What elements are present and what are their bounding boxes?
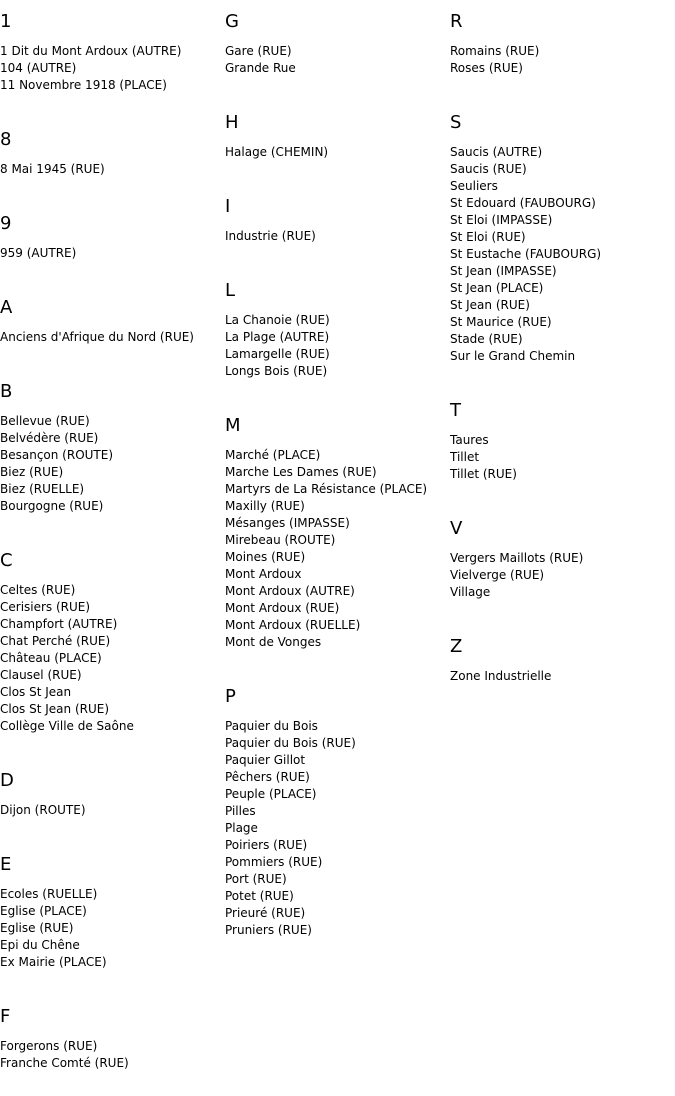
street-link[interactable]: La Plage (AUTRE) [225, 330, 330, 344]
street-link[interactable]: St Jean (RUE) [450, 298, 530, 312]
group-letter-heading: 8 [0, 129, 12, 150]
street-list [225, 312, 447, 380]
street-link[interactable]: Tillet [450, 450, 480, 464]
street-list [225, 43, 447, 77]
street-link[interactable]: Forgerons (RUE) [0, 1039, 98, 1053]
group-letter-heading: S [450, 112, 462, 133]
group-spacer [0, 94, 222, 118]
street-link[interactable]: Besançon (ROUTE) [0, 448, 114, 462]
street-link[interactable]: Sur le Grand Chemin [450, 349, 576, 363]
street-link[interactable]: Mont Ardoux (RUELLE) [225, 618, 361, 632]
group-letter-heading: R [450, 11, 463, 32]
group-spacer [0, 735, 222, 759]
group-spacer [450, 483, 672, 507]
street-link[interactable]: Lamargelle (RUE) [225, 347, 330, 361]
street-list [225, 718, 447, 939]
street-link[interactable]: Prieuré (RUE) [225, 906, 306, 920]
street-link[interactable]: Longs Bois (RUE) [225, 364, 328, 378]
group-letter-heading: G [225, 11, 239, 32]
street-link[interactable]: Industrie (RUE) [225, 229, 316, 243]
group-letter-heading: C [0, 550, 13, 571]
street-link[interactable]: Mirebeau (ROUTE) [225, 533, 336, 547]
street-link[interactable]: Roses (RUE) [450, 61, 523, 75]
street-link[interactable]: Marché (PLACE) [225, 448, 321, 462]
group-spacer [225, 245, 447, 269]
street-link[interactable]: Pêchers (RUE) [225, 770, 310, 784]
street-link[interactable]: Château (PLACE) [0, 651, 102, 665]
street-link[interactable]: Paquier du Bois [225, 719, 318, 733]
group-letter-heading: B [0, 381, 13, 402]
group-letter-heading: V [450, 518, 463, 539]
street-index-column-1 [0, 0, 222, 1096]
street-link[interactable]: Pruniers (RUE) [225, 923, 312, 937]
street-index-column-2 [225, 0, 447, 963]
street-link[interactable]: Halage (CHEMIN) [225, 145, 329, 159]
street-list [450, 43, 672, 77]
letter-group [450, 389, 672, 507]
group-spacer [0, 346, 222, 370]
street-link[interactable]: 959 (AUTRE) [0, 246, 77, 260]
group-spacer [450, 365, 672, 389]
street-link[interactable]: St Jean (PLACE) [450, 281, 544, 295]
street-list [450, 144, 672, 365]
group-letter-heading: D [0, 770, 14, 791]
group-letter-heading: Z [450, 636, 463, 657]
street-link[interactable]: Paquier Gillot [225, 753, 306, 767]
group-spacer [0, 1072, 222, 1096]
street-list [0, 329, 222, 346]
street-link[interactable]: Potet (RUE) [225, 889, 294, 903]
street-link[interactable]: St Maurice (RUE) [450, 315, 552, 329]
street-link[interactable]: Mont Ardoux (RUE) [225, 601, 340, 615]
street-list [0, 582, 222, 735]
street-list [450, 432, 672, 483]
street-link[interactable]: Epi du Chêne [0, 938, 80, 952]
letter-group [225, 101, 447, 185]
letter-group [450, 625, 672, 709]
letter-group [225, 404, 447, 675]
street-link[interactable]: Clos St Jean (RUE) [0, 702, 110, 716]
street-link[interactable]: Eglise (RUE) [0, 921, 74, 935]
street-link[interactable]: Martyrs de La Résistance (PLACE) [225, 482, 428, 496]
street-link[interactable]: Mésanges (IMPASSE) [225, 516, 350, 530]
street-link[interactable]: St Eloi (RUE) [450, 230, 526, 244]
street-link[interactable]: Bourgogne (RUE) [0, 499, 104, 513]
street-link[interactable]: Port (RUE) [225, 872, 287, 886]
street-link[interactable]: St Eloi (IMPASSE) [450, 213, 553, 227]
letter-group [0, 286, 222, 370]
street-link[interactable]: 104 (AUTRE) [0, 61, 77, 75]
street-link[interactable]: St Eustache (FAUBOURG) [450, 247, 602, 261]
street-list [225, 144, 447, 161]
group-spacer [225, 77, 447, 101]
letter-group [0, 0, 222, 118]
street-link[interactable]: Biez (RUE) [0, 465, 64, 479]
letter-group [450, 101, 672, 389]
street-link[interactable]: St Jean (IMPASSE) [450, 264, 557, 278]
street-link[interactable]: Ecoles (RUELLE) [0, 887, 98, 901]
street-list [225, 447, 447, 651]
street-link[interactable]: St Edouard (FAUBOURG) [450, 196, 596, 210]
street-link[interactable]: Cerisiers (RUE) [0, 600, 91, 614]
group-spacer [450, 685, 672, 709]
letter-group [0, 539, 222, 759]
group-letter-heading: I [225, 196, 231, 217]
street-link[interactable]: 1 Dit du Mont Ardoux (AUTRE) [0, 44, 182, 58]
letter-group [450, 507, 672, 625]
street-link[interactable]: Grande Rue [225, 61, 296, 75]
street-list [0, 43, 222, 94]
street-link[interactable]: Romains (RUE) [450, 44, 540, 58]
street-link[interactable]: Stade (RUE) [450, 332, 523, 346]
letter-group [225, 185, 447, 269]
group-spacer [225, 161, 447, 185]
street-list [0, 802, 222, 819]
street-link[interactable]: Plage [225, 821, 258, 835]
group-letter-heading: H [225, 112, 239, 133]
street-link[interactable]: Marche Les Dames (RUE) [225, 465, 377, 479]
street-link[interactable]: Franche Comté (RUE) [0, 1056, 129, 1070]
street-link[interactable]: Clos St Jean [0, 685, 72, 699]
group-letter-heading: A [0, 297, 13, 318]
street-link[interactable]: Chat Perché (RUE) [0, 634, 111, 648]
street-link[interactable]: Collège Ville de Saône [0, 719, 134, 733]
street-link[interactable]: Peuple (PLACE) [225, 787, 317, 801]
street-list [225, 228, 447, 245]
street-link[interactable]: Gare (RUE) [225, 44, 292, 58]
letter-group [0, 759, 222, 843]
street-list [0, 886, 222, 971]
street-link[interactable]: Zone Industrielle [450, 669, 552, 683]
street-link[interactable]: Eglise (PLACE) [0, 904, 87, 918]
group-letter-heading: M [225, 415, 241, 436]
group-letter-heading: 9 [0, 213, 12, 234]
street-link[interactable]: Tillet (RUE) [450, 467, 517, 481]
street-link[interactable]: Biez (RUELLE) [0, 482, 85, 496]
street-list [0, 161, 222, 178]
street-link[interactable]: Mont Ardoux [225, 567, 302, 581]
letter-group [225, 0, 447, 101]
street-link[interactable]: Champfort (AUTRE) [0, 617, 118, 631]
street-link[interactable]: Dijon (ROUTE) [0, 803, 86, 817]
street-list [0, 1038, 222, 1072]
street-link[interactable]: Vielverge (RUE) [450, 568, 545, 582]
street-link[interactable]: Vergers Maillots (RUE) [450, 551, 584, 565]
street-link[interactable]: Mont de Vonges [225, 635, 322, 649]
letter-group [0, 843, 222, 995]
group-spacer [450, 601, 672, 625]
street-link[interactable]: Anciens d'Afrique du Nord (RUE) [0, 330, 194, 344]
street-link[interactable]: Saucis (AUTRE) [450, 145, 543, 159]
letter-group [225, 675, 447, 963]
group-letter-heading: 1 [0, 11, 12, 32]
street-link[interactable]: La Chanoie (RUE) [225, 313, 330, 327]
street-link[interactable]: Moines (RUE) [225, 550, 306, 564]
letter-group [0, 995, 222, 1096]
street-link[interactable]: Maxilly (RUE) [225, 499, 305, 513]
street-link[interactable]: Clausel (RUE) [0, 668, 82, 682]
street-link[interactable]: Ex Mairie (PLACE) [0, 955, 107, 969]
letter-group [0, 370, 222, 539]
group-spacer [225, 651, 447, 675]
street-link[interactable]: Mont Ardoux (AUTRE) [225, 584, 355, 598]
street-list [0, 413, 222, 515]
group-spacer [0, 178, 222, 202]
group-letter-heading: P [225, 686, 236, 707]
street-link[interactable]: Saucis (RUE) [450, 162, 527, 176]
letter-group [0, 118, 222, 202]
street-link[interactable]: Bellevue (RUE) [0, 414, 90, 428]
street-link[interactable]: Taures [450, 433, 489, 447]
street-list [450, 550, 672, 601]
street-list [0, 245, 222, 262]
group-spacer [450, 77, 672, 101]
street-link[interactable]: Village [450, 585, 491, 599]
street-link[interactable]: 11 Novembre 1918 (PLACE) [0, 78, 167, 92]
street-link[interactable]: Pommiers (RUE) [225, 855, 323, 869]
group-spacer [225, 939, 447, 963]
group-letter-heading: F [0, 1006, 11, 1027]
street-link[interactable]: Celtes (RUE) [0, 583, 76, 597]
street-link[interactable]: Paquier du Bois (RUE) [225, 736, 356, 750]
street-link[interactable]: Seuliers [450, 179, 498, 193]
street-list [450, 668, 672, 685]
group-letter-heading: E [0, 854, 12, 875]
letter-group [450, 0, 672, 101]
street-index-column-3 [450, 0, 672, 709]
group-spacer [0, 262, 222, 286]
group-letter-heading: L [225, 280, 236, 301]
group-spacer [0, 971, 222, 995]
letter-group [0, 202, 222, 286]
street-link[interactable]: Poiriers (RUE) [225, 838, 308, 852]
group-spacer [0, 515, 222, 539]
group-spacer [225, 380, 447, 404]
street-link[interactable]: Pilles [225, 804, 256, 818]
letter-group [225, 269, 447, 404]
group-letter-heading: T [450, 400, 461, 421]
street-link[interactable]: Belvédère (RUE) [0, 431, 99, 445]
group-spacer [0, 819, 222, 843]
street-link[interactable]: 8 Mai 1945 (RUE) [0, 162, 105, 176]
